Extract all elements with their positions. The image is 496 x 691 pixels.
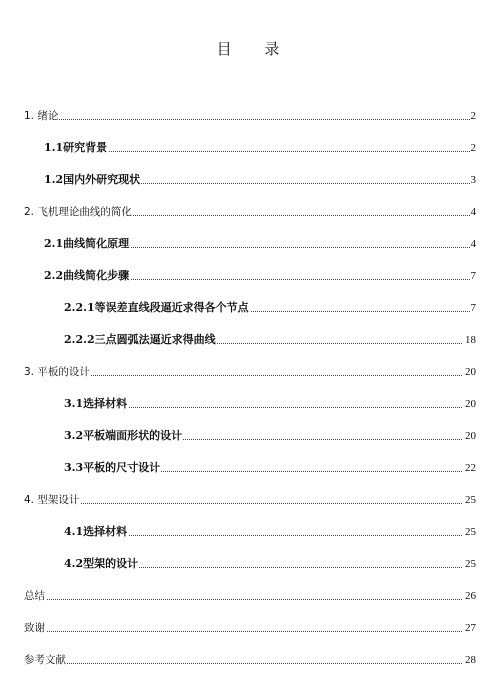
toc-page-number: 2 bbox=[470, 110, 476, 122]
toc-entry-1-1[interactable] bbox=[0, 140, 496, 156]
dot-leader bbox=[26, 503, 462, 504]
toc-entry-1[interactable] bbox=[0, 108, 496, 124]
toc-entry-label: 2.2曲线简化步骤 bbox=[44, 269, 130, 282]
toc-entry-2-2-1[interactable] bbox=[0, 300, 496, 316]
toc-entry-2-2-2[interactable] bbox=[0, 332, 496, 348]
toc-entry-acknowledgements[interactable] bbox=[0, 620, 496, 636]
dot-leader bbox=[26, 631, 462, 632]
toc-entry-label: 1. 绪论 bbox=[24, 110, 59, 122]
toc-entry-label: 参考文献 bbox=[24, 654, 66, 666]
toc-entry-label: 3.1选择材料 bbox=[64, 397, 128, 410]
toc-entry-4[interactable] bbox=[0, 492, 496, 508]
toc-page-number: 18 bbox=[465, 334, 476, 346]
toc-entry-2-1[interactable] bbox=[0, 236, 496, 252]
toc-page-number: 22 bbox=[465, 462, 476, 474]
dot-leader bbox=[26, 375, 462, 376]
dot-leader bbox=[26, 119, 470, 120]
toc-entry-4-2[interactable] bbox=[0, 556, 496, 572]
toc-page-number: 7 bbox=[470, 302, 476, 314]
toc-page-number: 28 bbox=[465, 654, 476, 666]
toc-page-number: 20 bbox=[465, 430, 476, 442]
toc-page-number: 20 bbox=[465, 366, 476, 378]
toc-entry-label: 3.3平板的尺寸设计 bbox=[64, 461, 161, 474]
toc-page-number: 2 bbox=[470, 142, 476, 154]
toc-page-number: 25 bbox=[465, 558, 476, 570]
toc-entry-2-2[interactable] bbox=[0, 268, 496, 284]
toc-entry-4-1[interactable] bbox=[0, 524, 496, 540]
toc-page-number: 27 bbox=[465, 622, 476, 634]
toc-entry-label: 2.2.2三点圆弧法逼近求得曲线 bbox=[64, 333, 216, 346]
toc-entry-label: 1.2国内外研究现状 bbox=[44, 173, 141, 186]
toc-page-number: 26 bbox=[465, 590, 476, 602]
toc-entry-references[interactable] bbox=[0, 652, 496, 668]
toc-entry-label: 2.1曲线简化原理 bbox=[44, 237, 130, 250]
toc-entry-label: 致谢 bbox=[24, 622, 45, 634]
dot-leader bbox=[26, 663, 462, 664]
toc-page-number: 20 bbox=[465, 398, 476, 410]
toc-page-number: 7 bbox=[470, 270, 476, 282]
toc-entry-2[interactable] bbox=[0, 204, 496, 220]
toc-entry-label: 2.2.1等误差直线段逼近求得各个节点 bbox=[64, 301, 249, 314]
toc-page-number: 4 bbox=[470, 238, 476, 250]
toc-page-number: 4 bbox=[470, 206, 476, 218]
toc-entry-3[interactable] bbox=[0, 364, 496, 380]
toc-page-number: 25 bbox=[465, 494, 476, 506]
toc-entry-label: 3.2平板端面形状的设计 bbox=[64, 429, 183, 442]
toc-entry-summary[interactable] bbox=[0, 588, 496, 604]
toc-entry-3-3[interactable] bbox=[0, 460, 496, 476]
toc-title: 目 录 bbox=[216, 40, 294, 58]
dot-leader bbox=[46, 151, 470, 152]
toc-entry-label: 总结 bbox=[24, 590, 45, 602]
toc-entry-label: 2. 飞机理论曲线的简化 bbox=[24, 206, 132, 218]
dot-leader bbox=[26, 599, 462, 600]
toc-entry-3-1[interactable] bbox=[0, 396, 496, 412]
toc-entry-label: 4. 型架设计 bbox=[24, 494, 80, 506]
toc-entry-label: 4.2型架的设计 bbox=[64, 557, 139, 570]
toc-entry-label: 4.1选择材料 bbox=[64, 525, 128, 538]
toc-entry-1-2[interactable] bbox=[0, 172, 496, 188]
toc-page-number: 3 bbox=[470, 174, 476, 186]
toc-entry-label: 1.1研究背景 bbox=[44, 141, 108, 154]
toc-page-number: 25 bbox=[465, 526, 476, 538]
toc-entry-label: 3. 平板的设计 bbox=[24, 366, 90, 378]
toc-entry-3-2[interactable] bbox=[0, 428, 496, 444]
